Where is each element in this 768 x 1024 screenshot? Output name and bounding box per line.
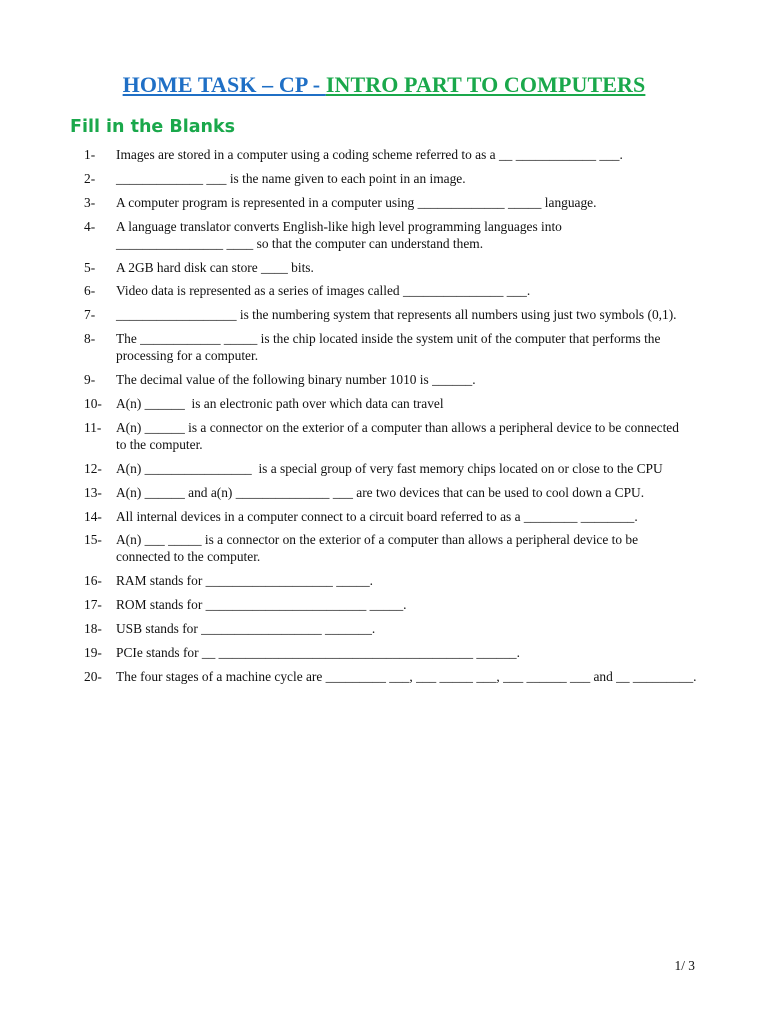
question-number: 9- bbox=[84, 372, 96, 388]
question-text: All internal devices in a computer connect to a circuit board referred to as a ________ ________. bbox=[116, 508, 638, 524]
question-text: Images are stored in a computer using a coding scheme referred to as a __ ____________ ___. bbox=[116, 147, 623, 162]
question-item bbox=[84, 644, 704, 661]
question-number: 7- bbox=[84, 307, 96, 323]
question-item bbox=[84, 508, 704, 525]
title-part-intro: INTRO PART TO COMPUTERS bbox=[325, 72, 646, 97]
question-item bbox=[84, 531, 704, 565]
question-item bbox=[84, 620, 704, 637]
question-item bbox=[84, 371, 704, 388]
question-item bbox=[84, 419, 704, 453]
question-item bbox=[84, 146, 704, 163]
question-item bbox=[84, 306, 704, 323]
question-number: 14- bbox=[84, 508, 102, 524]
question-text: A(n) ___ _____ is a connector on the exterior of a computer than allows a peripheral device to be connected to the computer. bbox=[116, 532, 639, 565]
question-item bbox=[84, 194, 704, 211]
question-number: 18- bbox=[84, 621, 102, 637]
question-number: 12- bbox=[84, 460, 102, 476]
question-list bbox=[84, 146, 704, 692]
page-title bbox=[0, 72, 768, 98]
question-number: 19- bbox=[84, 645, 102, 661]
question-number: 8- bbox=[84, 331, 96, 347]
question-item bbox=[84, 259, 704, 276]
question-text: PCIe stands for __ ______________________________________ ______. bbox=[116, 645, 520, 661]
question-text: RAM stands for ___________________ _____. bbox=[116, 573, 374, 589]
question-item bbox=[84, 572, 704, 589]
title-part-home-task: HOME TASK – CP - bbox=[122, 72, 326, 97]
question-item bbox=[84, 330, 704, 364]
question-number: 1- bbox=[84, 147, 96, 162]
question-text: A(n) ______ is a connector on the exterior of a computer than allows a peripheral device to be connected to the computer. bbox=[116, 419, 679, 452]
question-number: 16- bbox=[84, 573, 102, 589]
question-item bbox=[84, 170, 704, 187]
question-text: A 2GB hard disk can store ____ bits. bbox=[116, 259, 314, 275]
section-heading: Fill in the Blanks bbox=[70, 117, 236, 137]
question-text: USB stands for __________________ _______. bbox=[116, 621, 376, 637]
question-number: 5- bbox=[84, 259, 96, 275]
question-text: __________________ is the numbering system that represents all numbers using just two symbols (0,1). bbox=[116, 307, 677, 323]
question-number: 15- bbox=[84, 532, 102, 548]
question-item bbox=[84, 218, 704, 252]
question-number: 10- bbox=[84, 396, 102, 412]
question-text: A(n) ______ is an electronic path over which data can travel bbox=[116, 396, 444, 412]
question-item bbox=[84, 282, 704, 299]
question-text: The decimal value of the following binary number 1010 is ______. bbox=[116, 372, 476, 388]
question-number: 4- bbox=[84, 218, 96, 234]
question-text: Video data is represented as a series of images called _______________ ___. bbox=[116, 283, 531, 299]
question-number: 17- bbox=[84, 597, 102, 613]
question-item bbox=[84, 395, 704, 412]
question-text: A computer program is represented in a computer using _____________ _____ language. bbox=[116, 194, 597, 210]
question-text: A(n) ______ and a(n) ______________ ___ are two devices that can be used to cool down a CPU. bbox=[116, 484, 645, 500]
question-text: The ____________ _____ is the chip located inside the system unit of the computer that performs the processing for a computer. bbox=[116, 331, 661, 364]
question-item bbox=[84, 484, 704, 501]
question-item bbox=[84, 460, 704, 477]
question-text: A(n) ________________ is a special group of very fast memory chips located on or close to the CPU bbox=[116, 460, 663, 476]
question-item bbox=[84, 668, 704, 685]
question-number: 3- bbox=[84, 194, 96, 210]
question-text: _____________ ___ is the name given to each point in an image. bbox=[116, 170, 466, 186]
question-number: 13- bbox=[84, 484, 102, 500]
question-number: 20- bbox=[84, 668, 102, 684]
question-number: 2- bbox=[84, 170, 96, 186]
question-text: A language translator converts English-like high level programming languages into ________________ ____ so that the computer can understand them. bbox=[116, 218, 562, 251]
question-item bbox=[84, 596, 704, 613]
question-text: ROM stands for ________________________ _____. bbox=[116, 597, 407, 613]
page-number: 1/ 3 bbox=[674, 958, 695, 973]
question-number: 11- bbox=[84, 419, 102, 435]
question-text: The four stages of a machine cycle are _________ ___, ___ _____ ___, ___ ______ ___ and __ _________. bbox=[116, 668, 697, 684]
question-number: 6- bbox=[84, 283, 96, 299]
